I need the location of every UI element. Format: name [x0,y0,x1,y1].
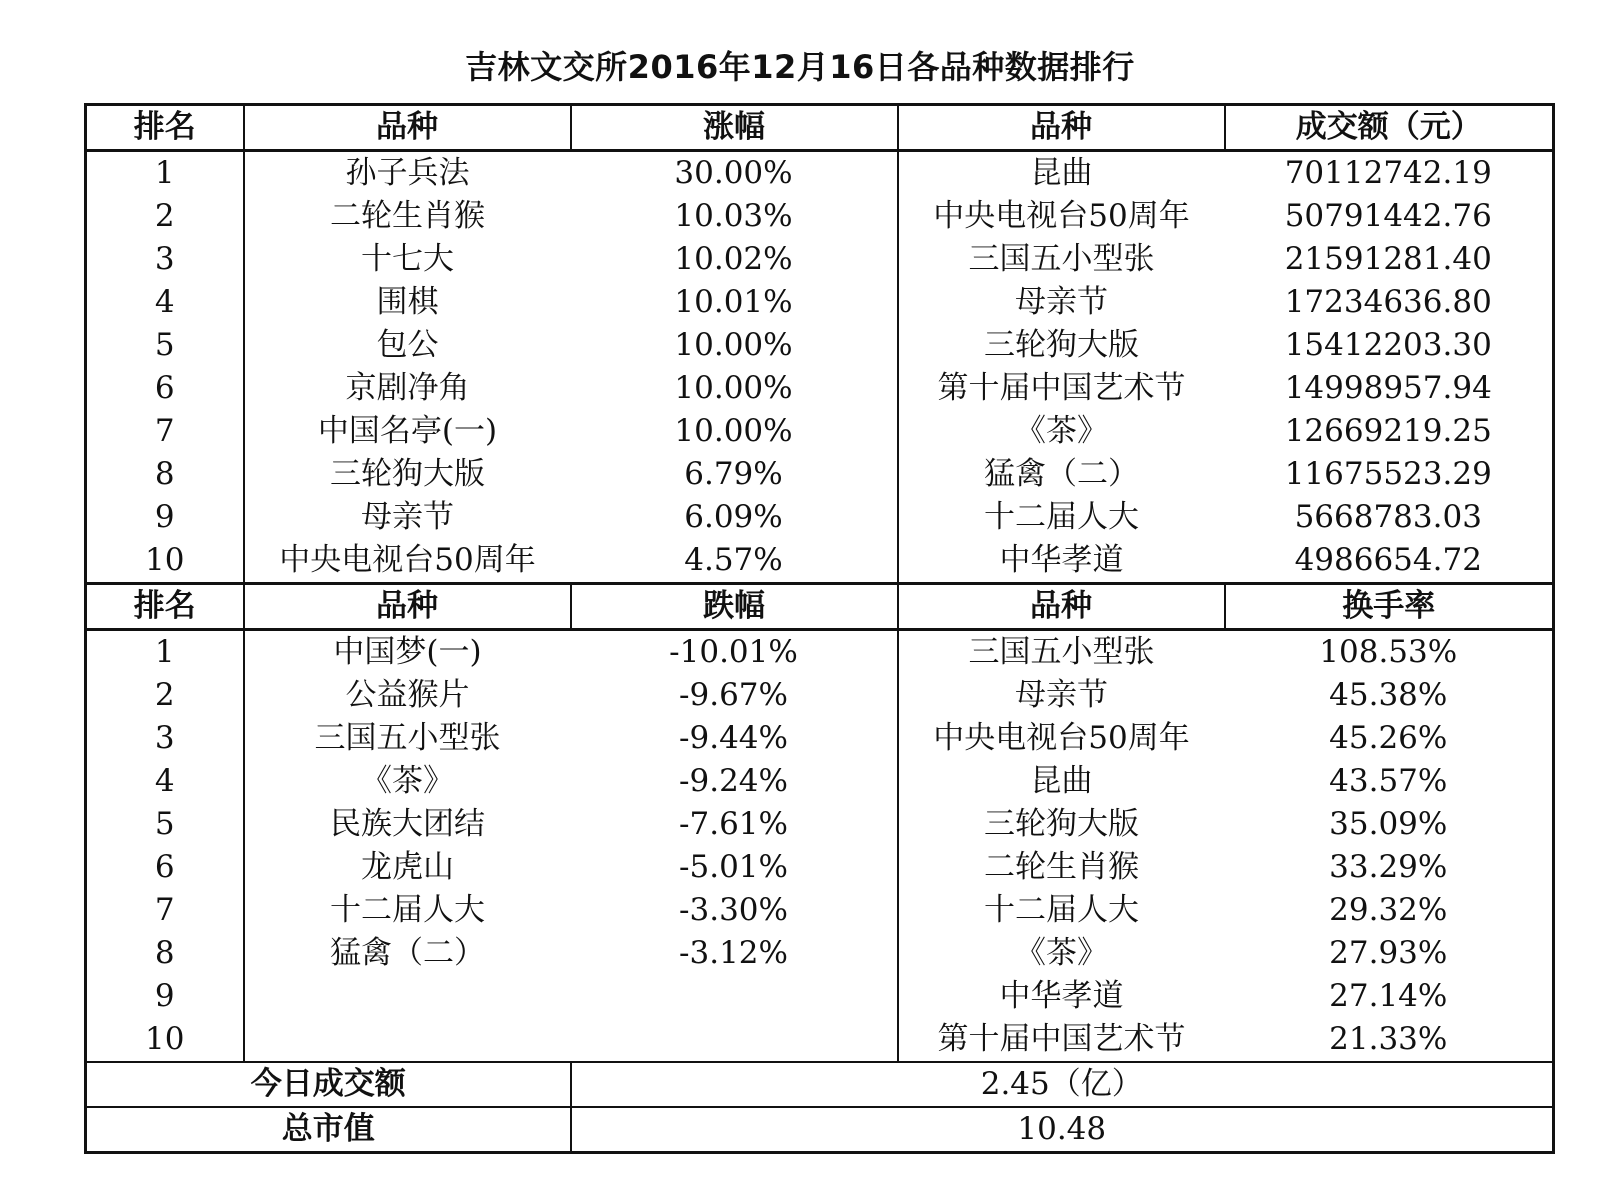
table-row [86,630,1554,675]
page-title: 吉林文交所2016年12月16日各品种数据排行 [465,48,1135,86]
change-cell: -7.61% [571,803,898,846]
name-2-cell: 猛禽（二） [898,453,1225,496]
rank-cell: 5 [154,327,175,363]
table-row [86,932,1554,975]
value-cell: 43.57% [1329,763,1448,799]
change-cell: 10.03% [571,195,898,238]
section2-header-name: 品种 [244,584,571,630]
name-2-cell: 中华孝道 [898,975,1225,1018]
change-cell: 10.00% [571,410,898,453]
name-cell: 十二届人大 [244,889,571,932]
section1-header-name: 品种 [244,105,571,151]
rank-cell: 3 [154,241,175,277]
name-cell: 中国名亭(一) [244,410,571,453]
value-cell: 4986654.72 [1294,542,1482,578]
name-2-cell: 母亲节 [898,281,1225,324]
value-cell: 45.26% [1329,720,1448,756]
value-cell: 12669219.25 [1284,413,1492,449]
rank-cell: 1 [154,634,175,670]
rank-cell: 2 [154,677,175,713]
rank-cell: 6 [154,370,175,406]
value-cell: 33.29% [1329,849,1448,885]
name-2-cell: 《茶》 [898,410,1225,453]
rank-cell: 3 [154,720,175,756]
summary-row [86,1107,1554,1153]
summary-row [86,1062,1554,1107]
name-2-cell: 中央电视台50周年 [898,717,1225,760]
table-row [86,151,1554,196]
table-row [86,324,1554,367]
name-2-cell: 中华孝道 [898,539,1225,584]
table-row [86,410,1554,453]
table-row [86,238,1554,281]
change-cell [571,975,898,1018]
change-cell: 4.57% [571,539,898,584]
name-2-cell: 昆曲 [898,760,1225,803]
change-cell: -9.44% [571,717,898,760]
name-cell: 民族大团结 [244,803,571,846]
value-cell: 14998957.94 [1284,370,1492,406]
section1-header-value: 成交额（元） [1225,105,1554,151]
name-2-cell: 十二届人大 [898,496,1225,539]
name-cell: 十七大 [244,238,571,281]
name-cell: 中央电视台50周年 [244,539,571,584]
change-cell: -3.30% [571,889,898,932]
name-2-cell: 第十届中国艺术节 [898,367,1225,410]
table-row [86,975,1554,1018]
name-cell: 孙子兵法 [244,151,571,196]
name-cell [244,1018,571,1062]
rank-cell: 6 [154,849,175,885]
change-cell: -9.24% [571,760,898,803]
value-cell: 108.53% [1319,634,1458,670]
table-row [86,281,1554,324]
value-cell: 29.32% [1329,892,1448,928]
section1-header-row [86,105,1554,151]
name-cell: 三国五小型张 [244,717,571,760]
change-cell [571,1018,898,1062]
table-row [86,717,1554,760]
table-row [86,453,1554,496]
name-cell: 京剧净角 [244,367,571,410]
value-cell: 70112742.19 [1284,155,1492,191]
change-cell: -5.01% [571,846,898,889]
rank-cell: 10 [145,542,185,578]
change-cell: -3.12% [571,932,898,975]
change-cell: 10.02% [571,238,898,281]
value-cell: 5668783.03 [1294,499,1482,535]
table-row [86,889,1554,932]
table-row [86,496,1554,539]
rank-cell: 7 [154,892,175,928]
name-2-cell: 十二届人大 [898,889,1225,932]
name-2-cell: 三轮狗大版 [898,324,1225,367]
table-row [86,846,1554,889]
summary-value: 10.48 [571,1107,1554,1153]
rank-cell: 8 [154,456,175,492]
value-cell: 27.93% [1329,935,1448,971]
name-2-cell: 母亲节 [898,674,1225,717]
section2-header-row [86,584,1554,630]
summary-value: 2.45（亿） [571,1062,1554,1107]
name-cell [244,975,571,1018]
name-cell: 猛禽（二） [244,932,571,975]
change-cell: 6.09% [571,496,898,539]
rank-cell: 2 [154,198,175,234]
rank-cell: 10 [145,1021,185,1057]
section1-header-rank: 排名 [86,105,244,151]
value-cell: 35.09% [1329,806,1448,842]
rank-cell: 7 [154,413,175,449]
table-row [86,760,1554,803]
name-cell: 三轮狗大版 [244,453,571,496]
name-2-cell: 三轮狗大版 [898,803,1225,846]
table-row [86,367,1554,410]
name-cell: 包公 [244,324,571,367]
value-cell: 21.33% [1329,1021,1448,1057]
section2-header-name-2: 品种 [898,584,1225,630]
rank-cell: 4 [154,284,175,320]
rank-cell: 5 [154,806,175,842]
name-2-cell: 《茶》 [898,932,1225,975]
change-cell: -9.67% [571,674,898,717]
rank-cell: 4 [154,763,175,799]
section2-header-value: 换手率 [1225,584,1554,630]
name-2-cell: 昆曲 [898,151,1225,196]
value-cell: 27.14% [1329,978,1448,1014]
summary-label: 今日成交额 [86,1062,571,1107]
rank-cell: 8 [154,935,175,971]
table-row [86,539,1554,584]
ranking-table [84,103,1555,1154]
name-cell: 母亲节 [244,496,571,539]
rank-cell: 1 [154,155,175,191]
change-cell: 10.00% [571,367,898,410]
name-2-cell: 三国五小型张 [898,238,1225,281]
value-cell: 21591281.40 [1284,241,1492,277]
table-row [86,674,1554,717]
name-cell: 公益猴片 [244,674,571,717]
section2-header-change: 跌幅 [571,584,898,630]
change-cell: 10.01% [571,281,898,324]
value-cell: 45.38% [1329,677,1448,713]
section2-header-rank: 排名 [86,584,244,630]
change-cell: 30.00% [571,151,898,196]
table-row [86,195,1554,238]
ranking-table-body [86,105,1554,1153]
value-cell: 50791442.76 [1284,198,1492,234]
change-cell: 6.79% [571,453,898,496]
name-cell: 围棋 [244,281,571,324]
summary-label: 总市值 [86,1107,571,1153]
value-cell: 17234636.80 [1284,284,1492,320]
name-cell: 二轮生肖猴 [244,195,571,238]
change-cell: -10.01% [571,630,898,675]
section1-header-name-2: 品种 [898,105,1225,151]
change-cell: 10.00% [571,324,898,367]
name-2-cell: 中央电视台50周年 [898,195,1225,238]
name-cell: 《茶》 [244,760,571,803]
name-2-cell: 第十届中国艺术节 [898,1018,1225,1062]
name-cell: 中国梦(一) [244,630,571,675]
value-cell: 11675523.29 [1284,456,1492,492]
value-cell: 15412203.30 [1284,327,1492,363]
rank-cell: 9 [154,499,175,535]
section1-header-change: 涨幅 [571,105,898,151]
rank-cell: 9 [154,978,175,1014]
name-2-cell: 三国五小型张 [898,630,1225,675]
name-cell: 龙虎山 [244,846,571,889]
table-row [86,1018,1554,1062]
table-row [86,803,1554,846]
name-2-cell: 二轮生肖猴 [898,846,1225,889]
